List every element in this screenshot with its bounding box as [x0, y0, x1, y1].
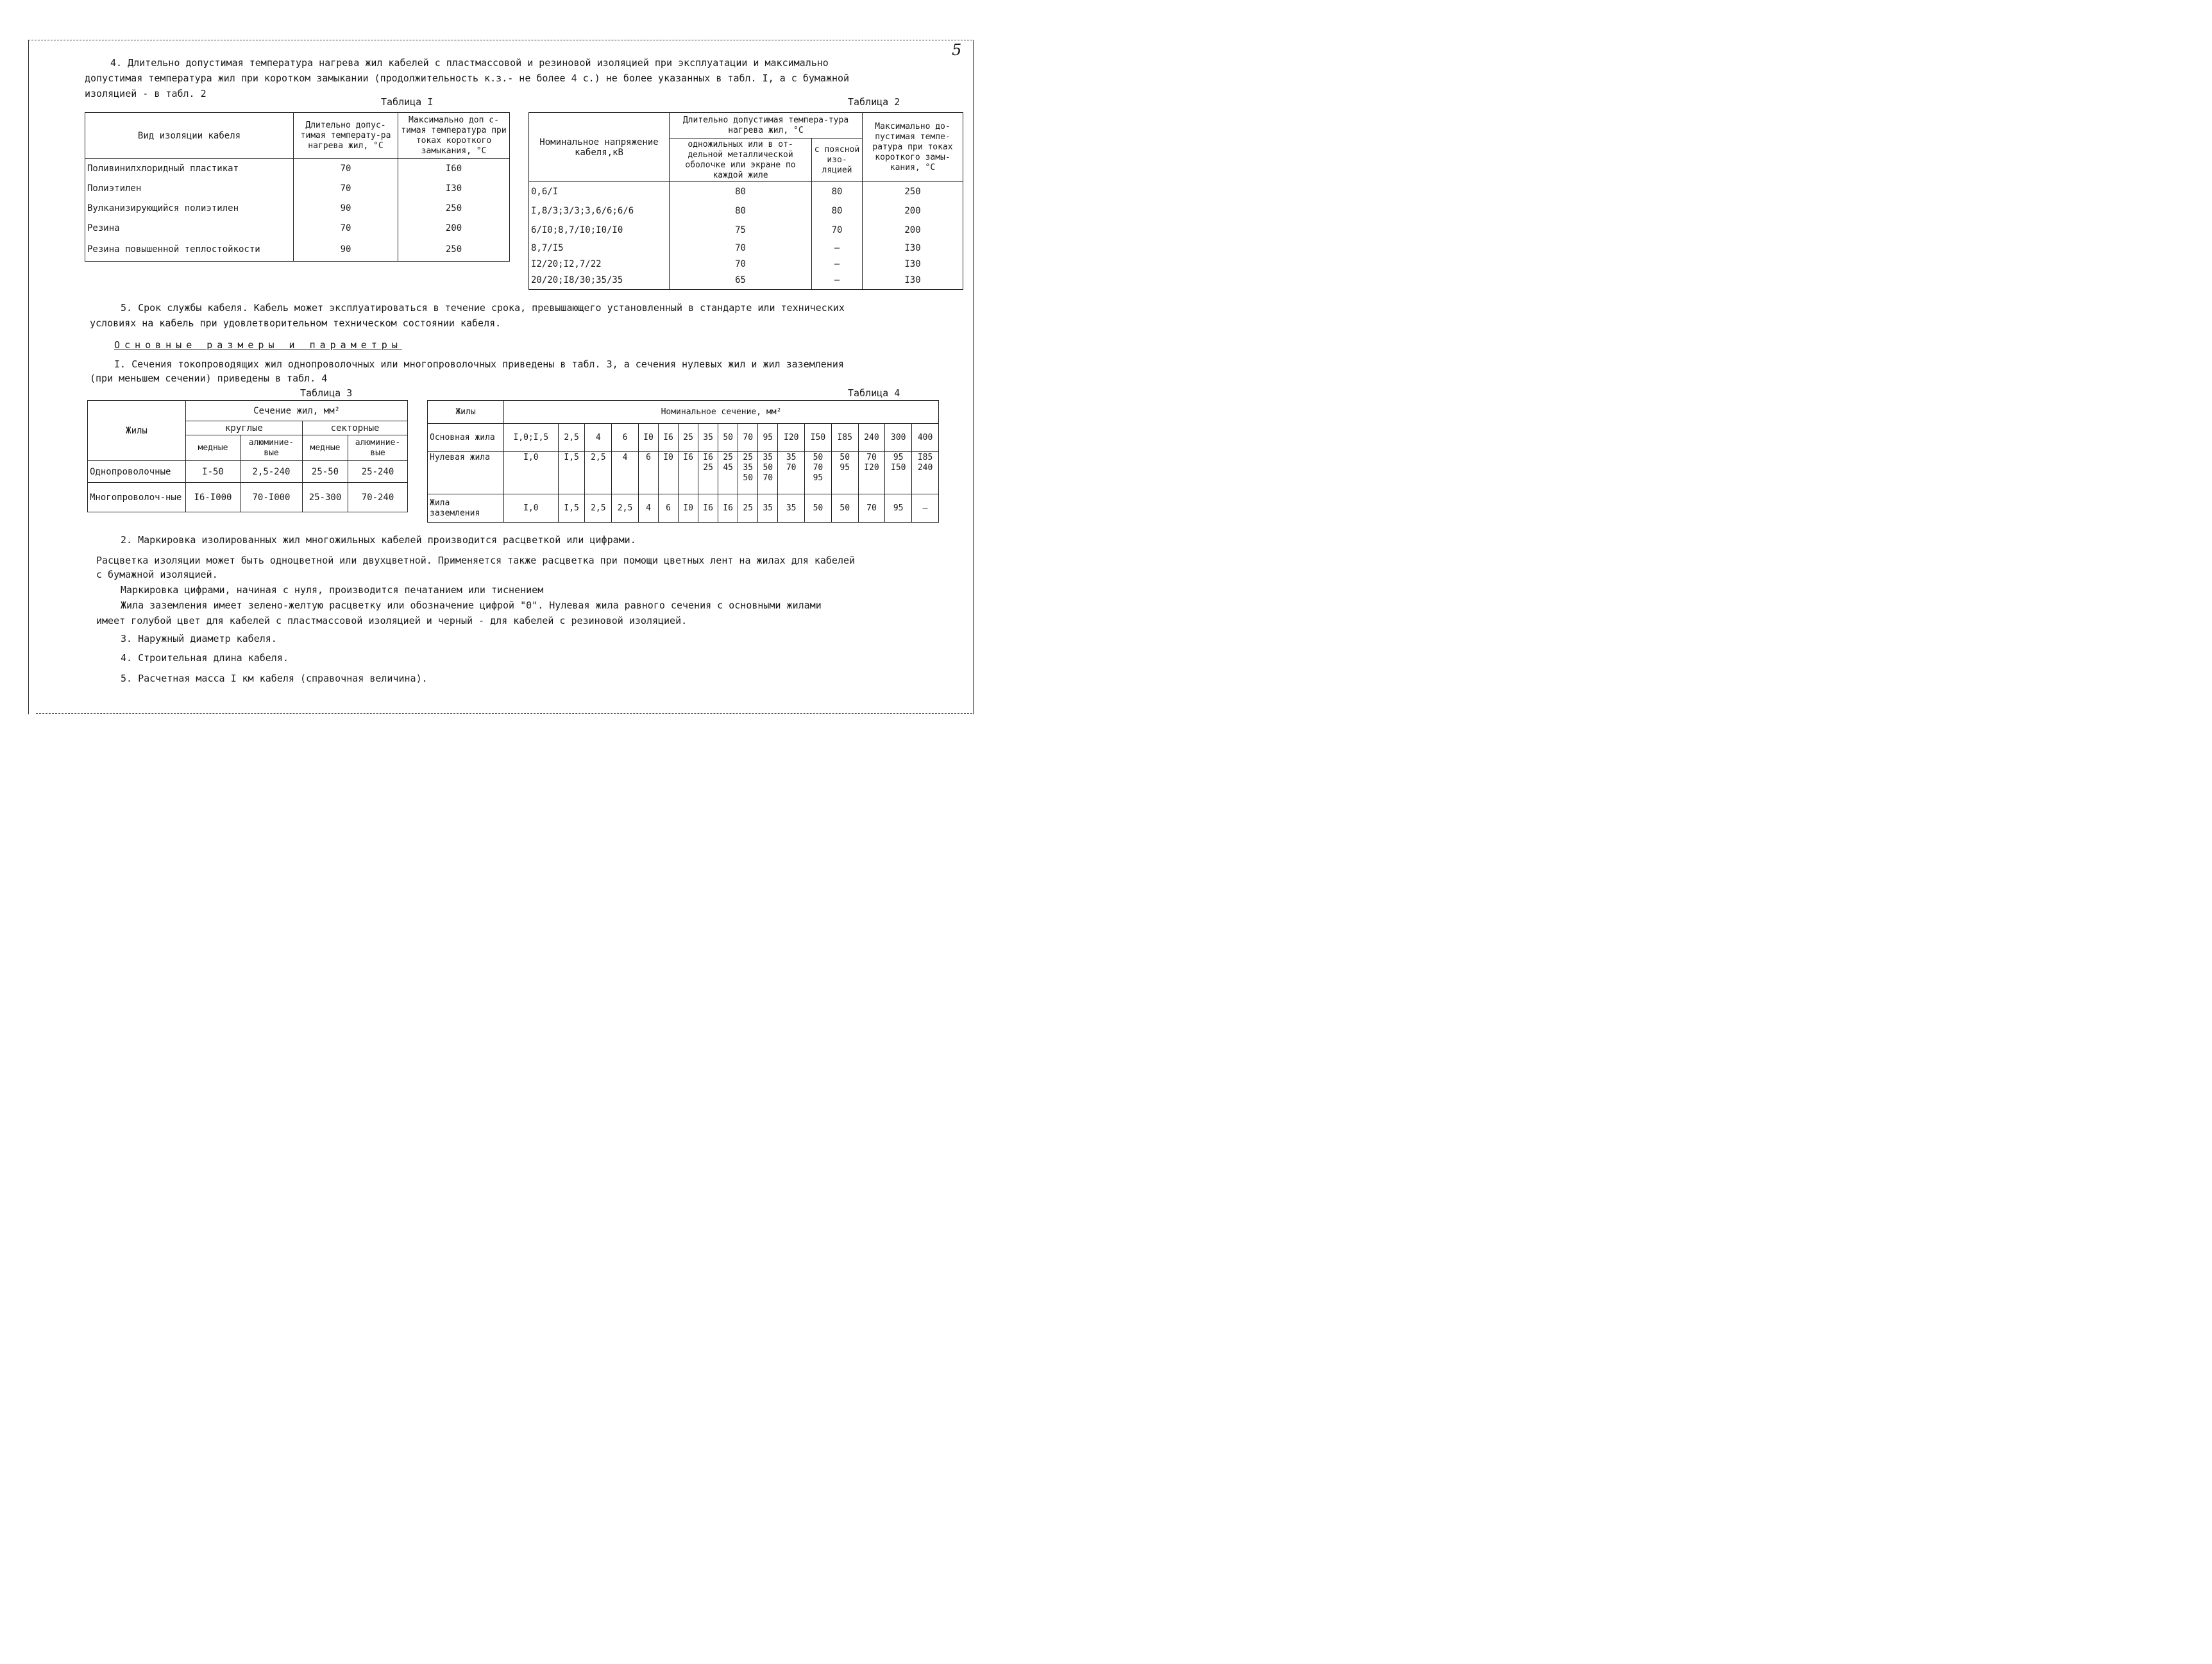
table-2-header-voltage: Номинальное напряжение кабеля,кВ — [529, 113, 670, 182]
table-4-row-ground-label: Жила заземления — [428, 494, 504, 523]
table-4-row-main-cell: 240 — [858, 424, 885, 452]
table-4-row-ground-cell: I0 — [679, 494, 698, 523]
table-4-row-main-cell: 6 — [612, 424, 639, 452]
table-1-row-1-short: I60 — [398, 159, 510, 179]
table-1-caption: Таблица I — [381, 96, 434, 108]
table-4-row-ground-cell: 2,5 — [612, 494, 639, 523]
table-1-row-1-long: 70 — [294, 159, 398, 179]
page-number: 5 — [952, 41, 962, 59]
paragraph-4-line-1: 4. Длительно допустимая температура нагрева жил кабелей с пластмассовой и резиновой изоляцией при эксплуатации и максимально — [110, 57, 829, 69]
table-1 — [85, 112, 510, 262]
table-1-row-2-long: 70 — [294, 179, 398, 199]
table-2-row-2-short: 200 — [863, 201, 963, 221]
table-3-header-round: круглые — [186, 421, 303, 435]
table-4 — [427, 400, 939, 523]
table-2-row-1-voltage: 0,6/I — [529, 182, 670, 201]
item-3: 3. Наружный диаметр кабеля. — [121, 633, 277, 644]
table-4-row-ground-cell: 35 — [778, 494, 805, 523]
table-4-row-main-cell: 70 — [738, 424, 758, 452]
table-2-row-6-belted: – — [812, 272, 863, 290]
paragraph-2-line-6: имеет голубой цвет для кабелей с пластмассовой изоляцией и черный - для кабелей с резиновой изоляцией. — [96, 615, 688, 626]
table-4-row-neutral-cell: 25 35 50 — [738, 452, 758, 494]
table-4-row-neutral-cell: I85 240 — [912, 452, 939, 494]
table-1-row-3-long: 90 — [294, 199, 398, 219]
table-2-row-6-single: 65 — [670, 272, 812, 290]
table-4-row-main-cell: I0 — [638, 424, 658, 452]
table-1-row-3-short: 250 — [398, 199, 510, 219]
table-4-row-ground-cell: I6 — [698, 494, 718, 523]
table-1-row-4-label: Резина — [85, 219, 294, 239]
table-3-row-2-sector-copper: 25-300 — [303, 483, 348, 512]
table-1-header-long-temp: Длительно допус-тимая температу-ра нагрева жил, °C — [294, 113, 398, 159]
table-1-header-short-temp: Максимально доп с-тимая температура при токах короткого замыкания, °C — [398, 113, 510, 159]
table-1-row-5-short: 250 — [398, 239, 510, 262]
table-4-row-ground-cell: 50 — [805, 494, 832, 523]
paragraph-2-line-1: 2. Маркировка изолированных жил многожильных кабелей производится расцветкой или цифрами. — [121, 534, 636, 546]
table-4-row-ground-cell: 95 — [885, 494, 912, 523]
paragraph-2-line-5: Жила заземления имеет зелено-желтую расцветку или обозначение цифрой "0". Нулевая жила равного сечения с основными жилами — [121, 600, 822, 611]
table-1-row-2-short: I30 — [398, 179, 510, 199]
paragraph-5-line-1: 5. Срок службы кабеля. Кабель может эксплуатироваться в течение срока, превышающего установленный в стандарте или технических — [121, 302, 845, 314]
table-3-header-section: Сечение жил, мм² — [186, 401, 408, 421]
table-4-header-section: Номинальное сечение, мм² — [504, 401, 939, 424]
table-4-row-neutral-cell: I6 — [679, 452, 698, 494]
table-3-header-round-alum: алюминие-вые — [241, 435, 303, 461]
table-2-header-belted: с поясной изо-ляцией — [812, 139, 863, 182]
table-4-row-neutral-cell: 50 95 — [831, 452, 858, 494]
table-2-header-long-temp: Длительно допустимая темпера-тура нагрева жил, °C — [670, 113, 863, 139]
table-4-row-neutral-cell: I,0 — [504, 452, 559, 494]
paragraph-5-line-2: условиях на кабель при удовлетворительном техническом состоянии кабеля. — [90, 317, 502, 329]
table-4-row-neutral-label: Нулевая жила — [428, 452, 504, 494]
table-3-row-2-round-copper: I6-I000 — [186, 483, 241, 512]
table-3-row-1-sector-copper: 25-50 — [303, 461, 348, 483]
table-4-row-main-cell: I,0;I,5 — [504, 424, 559, 452]
table-1-header-insulation: Вид изоляции кабеля — [85, 113, 294, 159]
section-heading: Основные размеры и параметры — [114, 339, 402, 351]
table-3-header-round-copper: медные — [186, 435, 241, 461]
item-5: 5. Расчетная масса I км кабеля (справочная величина). — [121, 673, 428, 684]
page-frame-bottom — [36, 713, 972, 714]
table-4-row-main-cell: 95 — [758, 424, 778, 452]
paragraph-1-line-2: (при меньшем сечении) приведены в табл. 4 — [90, 373, 328, 384]
table-3-row-2-label: Многопроволоч-ные — [88, 483, 186, 512]
table-4-row-neutral-cell: I6 25 — [698, 452, 718, 494]
item-4: 4. Строительная длина кабеля. — [121, 652, 289, 664]
table-4-row-ground-cell: 70 — [858, 494, 885, 523]
table-2-row-3-short: 200 — [863, 221, 963, 240]
table-2-row-2-belted: 80 — [812, 201, 863, 221]
table-2-row-3-single: 75 — [670, 221, 812, 240]
table-1-row-3-label: Вулканизирующийся полиэтилен — [85, 199, 294, 219]
table-4-row-neutral-cell: 95 I50 — [885, 452, 912, 494]
table-4-row-neutral-cell: 4 — [612, 452, 639, 494]
table-3-row-1-round-copper: I-50 — [186, 461, 241, 483]
table-4-row-main-cell: I50 — [805, 424, 832, 452]
table-2-row-4-single: 70 — [670, 240, 812, 256]
table-2-row-4-voltage: 8,7/I5 — [529, 240, 670, 256]
table-2-row-1-short: 250 — [863, 182, 963, 201]
table-4-row-main-cell: I20 — [778, 424, 805, 452]
paragraph-2-line-4: Маркировка цифрами, начиная с нуля, производится печатанием или тиснением — [121, 584, 544, 596]
table-4-row-neutral-cell: 70 I20 — [858, 452, 885, 494]
table-1-row-4-short: 200 — [398, 219, 510, 239]
table-4-row-neutral-cell: 35 50 70 — [758, 452, 778, 494]
table-3-header-sector-copper: медные — [303, 435, 348, 461]
table-4-row-neutral-cell: 6 — [638, 452, 658, 494]
table-2-row-3-belted: 70 — [812, 221, 863, 240]
table-4-row-ground-cell: 35 — [758, 494, 778, 523]
table-4-row-main-cell: 300 — [885, 424, 912, 452]
table-2-row-5-single: 70 — [670, 256, 812, 272]
table-2-row-2-voltage: I,8/3;3/3;3,6/6;6/6 — [529, 201, 670, 221]
table-3-header-cores: Жилы — [88, 401, 186, 461]
paragraph-1-line-1: I. Сечения токопроводящих жил однопроволочных или многопроволочных приведены в табл. 3, а сечения нулевых жил и жил заземления — [114, 358, 844, 370]
table-2-header-short-temp: Максимально до-пустимая темпе-ратура при токах короткого замы-кания, °C — [863, 113, 963, 182]
table-4-header-cores: Жилы — [428, 401, 504, 424]
table-4-row-ground-cell: I6 — [718, 494, 738, 523]
table-4-row-main-cell: 25 — [679, 424, 698, 452]
table-2-row-5-voltage: I2/20;I2,7/22 — [529, 256, 670, 272]
table-1-row-1-label: Поливинилхлоридный пластикат — [85, 159, 294, 179]
table-2-row-5-belted: – — [812, 256, 863, 272]
table-4-row-main-cell: I85 — [831, 424, 858, 452]
table-2-header-single-core: одножильных или в от-дельной металлической оболочке или экране по каждой жиле — [670, 139, 812, 182]
table-4-row-neutral-cell: I,5 — [558, 452, 585, 494]
table-1-row-4-long: 70 — [294, 219, 398, 239]
table-4-row-main-label: Основная жила — [428, 424, 504, 452]
table-4-row-ground-cell: I,0 — [504, 494, 559, 523]
table-2-caption: Таблица 2 — [848, 96, 900, 108]
table-3-row-1-round-alum: 2,5-240 — [241, 461, 303, 483]
table-2-row-1-single: 80 — [670, 182, 812, 201]
table-3-caption: Таблица 3 — [300, 387, 353, 399]
table-4-row-main-cell: I6 — [659, 424, 679, 452]
table-1-row-2-label: Полиэтилен — [85, 179, 294, 199]
table-4-row-main-cell: 400 — [912, 424, 939, 452]
table-3-row-2-sector-alum: 70-240 — [348, 483, 408, 512]
table-4-row-ground-cell: I,5 — [558, 494, 585, 523]
table-4-row-ground-cell: 50 — [831, 494, 858, 523]
table-4-row-neutral-cell: I0 — [659, 452, 679, 494]
table-1-row-5-label: Резина повышенной теплостойкости — [85, 239, 294, 262]
table-2-row-6-short: I30 — [863, 272, 963, 290]
table-2-row-5-short: I30 — [863, 256, 963, 272]
table-2-row-6-voltage: 20/20;I8/30;35/35 — [529, 272, 670, 290]
table-4-row-main-cell: 4 — [585, 424, 612, 452]
table-4-row-neutral-cell: 50 70 95 — [805, 452, 832, 494]
table-3-header-sector: секторные — [303, 421, 408, 435]
table-4-caption: Таблица 4 — [848, 387, 900, 399]
table-2-row-4-short: I30 — [863, 240, 963, 256]
table-3-row-2-round-alum: 70-I000 — [241, 483, 303, 512]
table-4-row-ground-cell: 4 — [638, 494, 658, 523]
table-4-row-main-cell: 35 — [698, 424, 718, 452]
table-4-row-neutral-cell: 2,5 — [585, 452, 612, 494]
table-4-row-ground-cell: 25 — [738, 494, 758, 523]
table-3-row-1-label: Однопроволочные — [88, 461, 186, 483]
table-4-row-neutral-cell: 25 45 — [718, 452, 738, 494]
table-4-row-main-cell: 50 — [718, 424, 738, 452]
table-2-row-1-belted: 80 — [812, 182, 863, 201]
table-2-row-2-single: 80 — [670, 201, 812, 221]
table-2 — [528, 112, 963, 290]
table-3 — [87, 400, 408, 512]
table-1-row-5-long: 90 — [294, 239, 398, 262]
table-4-row-main-cell: 2,5 — [558, 424, 585, 452]
paragraph-2-line-2: Расцветка изоляции может быть одноцветной или двухцветной. Применяется также расцветка при помощи цветных лент на жилах для кабелей — [96, 555, 856, 566]
table-4-row-ground-cell: – — [912, 494, 939, 523]
paragraph-4-line-3: изоляцией - в табл. 2 — [85, 88, 207, 99]
table-2-row-4-belted: – — [812, 240, 863, 256]
table-4-row-ground-cell: 2,5 — [585, 494, 612, 523]
table-2-row-3-voltage: 6/I0;8,7/I0;I0/I0 — [529, 221, 670, 240]
paragraph-4-line-2: допустимая температура жил при коротком замыкании (продолжительность к.з.- не более 4 с.) не более указанных в табл. I, а с бумажной — [85, 72, 850, 84]
table-4-row-ground-cell: 6 — [659, 494, 679, 523]
table-3-row-1-sector-alum: 25-240 — [348, 461, 408, 483]
paragraph-2-line-3: с бумажной изоляцией. — [96, 569, 218, 580]
table-4-row-neutral-cell: 35 70 — [778, 452, 805, 494]
table-3-header-sector-alum: алюминие-вые — [348, 435, 408, 461]
